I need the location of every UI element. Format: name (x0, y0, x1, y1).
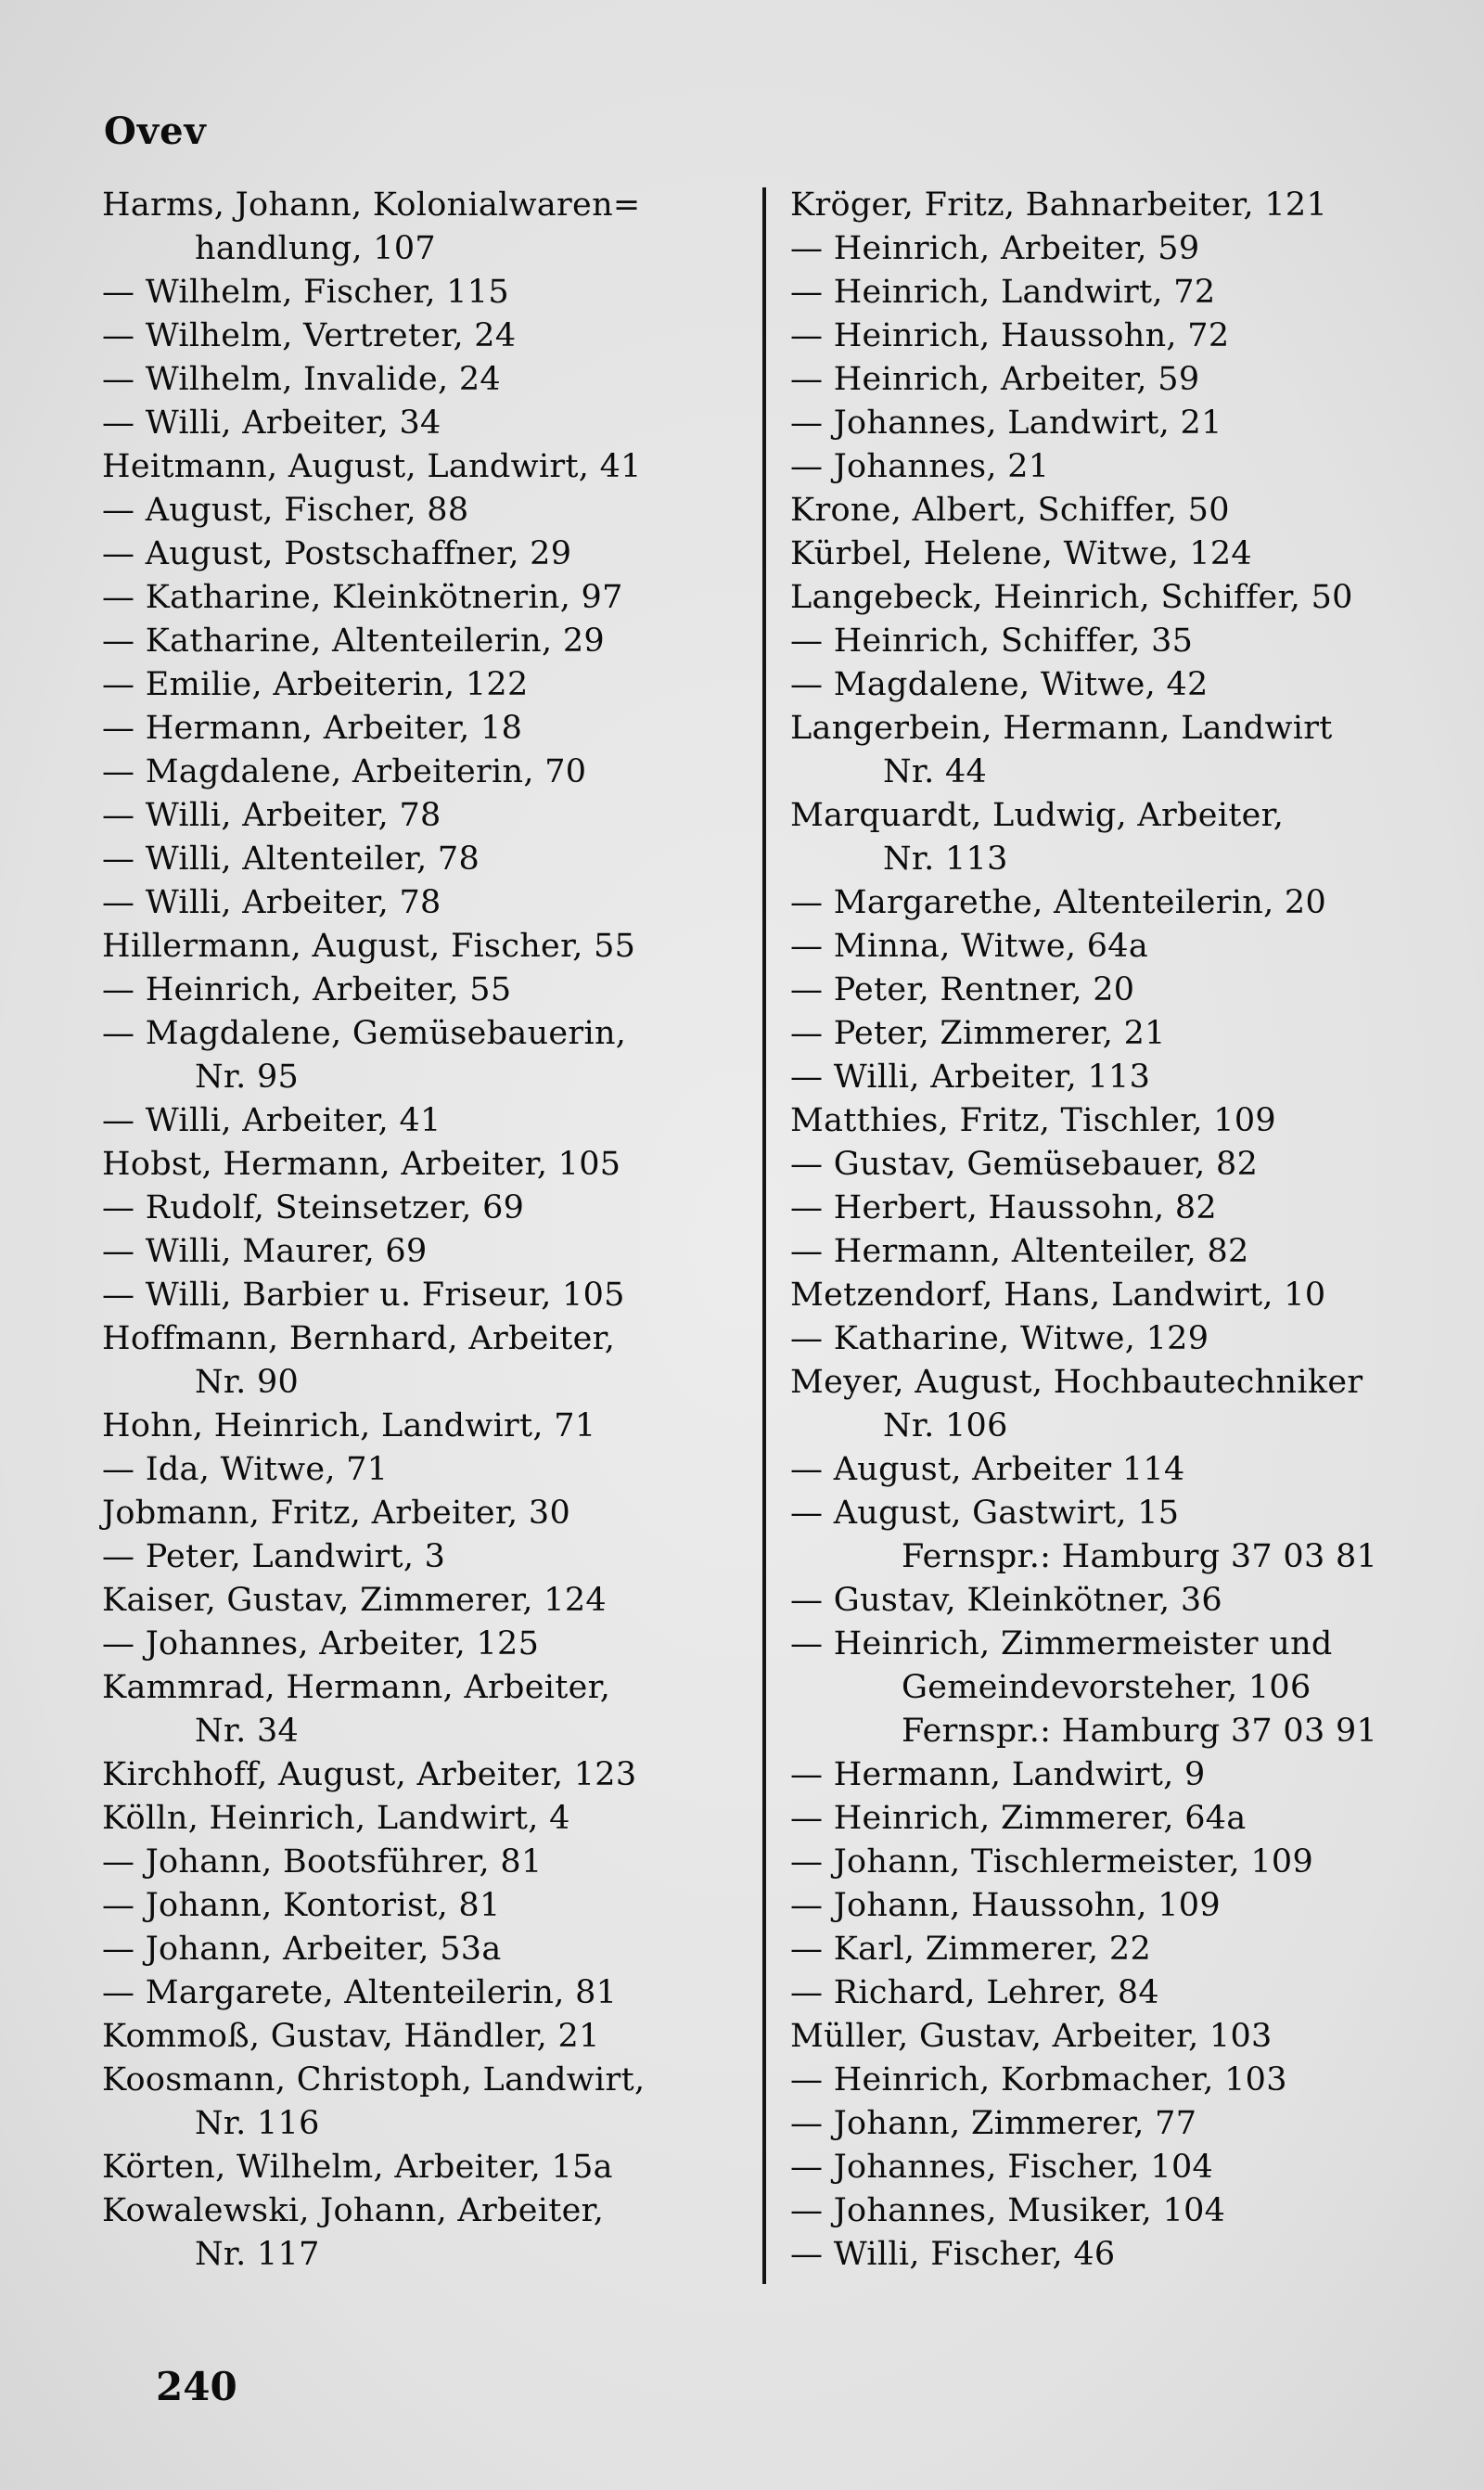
directory-entry: Hohn, Heinrich, Landwirt, 71 (102, 1407, 596, 1444)
directory-entry: — Heinrich, Haussohn, 72 (790, 317, 1230, 354)
directory-entry: — Johann, Arbeiter, 53a (102, 1931, 502, 1968)
directory-entry: Heitmann, August, Landwirt, 41 (102, 448, 642, 485)
directory-entry: — Heinrich, Landwirt, 72 (790, 274, 1216, 311)
directory-entry: — Heinrich, Zimmerer, 64a (790, 1800, 1247, 1837)
directory-entry: Jobmann, Fritz, Arbeiter, 30 (102, 1495, 571, 1532)
directory-entry: — Peter, Zimmerer, 21 (790, 1015, 1166, 1052)
directory-entry: — Willi, Arbeiter, 78 (102, 797, 441, 834)
directory-entry: Nr. 34 (195, 1713, 300, 1750)
directory-entry: Körten, Wilhelm, Arbeiter, 15a (102, 2149, 613, 2186)
directory-entry: — Willi, Arbeiter, 34 (102, 404, 441, 442)
directory-entry: — Johann, Zimmerer, 77 (790, 2105, 1197, 2142)
directory-entry: Nr. 116 (195, 2105, 320, 2142)
directory-entry: Kammrad, Hermann, Arbeiter, (102, 1669, 611, 1706)
directory-entry: — Margarethe, Altenteilerin, 20 (790, 884, 1327, 921)
directory-entry: — Magdalene, Gemüsebauerin, (102, 1015, 627, 1052)
directory-entry: — Margarete, Altenteilerin, 81 (102, 1974, 618, 2011)
left-column (102, 184, 761, 2277)
directory-entry: — Willi, Arbeiter, 113 (790, 1059, 1151, 1096)
directory-entry: — Karl, Zimmerer, 22 (790, 1931, 1152, 1968)
directory-entry: — Willi, Altenteiler, 78 (102, 841, 480, 878)
directory-entry: — Katharine, Kleinkötnerin, 97 (102, 579, 623, 616)
page-header: Ovev (104, 109, 207, 153)
directory-entry: — Herbert, Haussohn, 82 (790, 1189, 1217, 1226)
directory-entry: Hillermann, August, Fischer, 55 (102, 928, 636, 965)
directory-entry: — Katharine, Altenteilerin, 29 (102, 622, 605, 660)
directory-entry: Matthies, Fritz, Tischler, 109 (790, 1102, 1276, 1139)
directory-entry: — Johannes, Arbeiter, 125 (102, 1625, 540, 1662)
directory-entry: Müller, Gustav, Arbeiter, 103 (790, 2018, 1273, 2055)
directory-entry: — Magdalene, Arbeiterin, 70 (102, 753, 587, 790)
directory-entry: — Johann, Haussohn, 109 (790, 1887, 1221, 1924)
directory-entry: Marquardt, Ludwig, Arbeiter, (790, 797, 1285, 834)
directory-entry: Nr. 44 (883, 753, 988, 790)
directory-entry: — August, Fischer, 88 (102, 492, 469, 529)
directory-entry: — Johann, Kontorist, 81 (102, 1887, 501, 1924)
directory-entry: Langerbein, Hermann, Landwirt (790, 710, 1333, 747)
directory-entry: — Hermann, Landwirt, 9 (790, 1756, 1206, 1793)
directory-entry: — Heinrich, Arbeiter, 59 (790, 361, 1200, 398)
directory-entry: Kürbel, Helene, Witwe, 124 (790, 535, 1253, 572)
directory-entry: — Johannes, Fischer, 104 (790, 2149, 1214, 2186)
directory-entry: — Willi, Barbier u. Friseur, 105 (102, 1277, 625, 1314)
directory-entry: — Johannes, Landwirt, 21 (790, 404, 1222, 442)
directory-entry: Nr. 106 (883, 1407, 1008, 1444)
directory-entry: — Ida, Witwe, 71 (102, 1451, 389, 1488)
directory-entry: — Johann, Bootsführer, 81 (102, 1843, 543, 1880)
directory-entry: Krone, Albert, Schiffer, 50 (790, 492, 1230, 529)
right-column (790, 184, 1458, 2277)
directory-entry: Kommoß, Gustav, Händler, 21 (102, 2018, 600, 2055)
directory-entry: — Heinrich, Schiffer, 35 (790, 622, 1194, 660)
directory-entry: — Minna, Witwe, 64a (790, 928, 1149, 965)
directory-entry: — Johann, Tischlermeister, 109 (790, 1843, 1314, 1880)
directory-entry: — Richard, Lehrer, 84 (790, 1974, 1159, 2011)
directory-entry: — Willi, Arbeiter, 41 (102, 1102, 441, 1139)
directory-entry: — Willi, Fischer, 46 (790, 2236, 1116, 2273)
directory-entry: — Wilhelm, Fischer, 115 (102, 274, 509, 311)
directory-entry: Kowalewski, Johann, Arbeiter, (102, 2192, 605, 2229)
directory-entry: — Willi, Maurer, 69 (102, 1233, 428, 1270)
directory-entry: Koosmann, Christoph, Landwirt, (102, 2061, 646, 2099)
directory-entry: Kirchhoff, August, Arbeiter, 123 (102, 1756, 637, 1793)
directory-entry: Fernspr.: Hamburg 37 03 81 (902, 1538, 1378, 1575)
directory-entry: — Heinrich, Korbmacher, 103 (790, 2061, 1287, 2099)
directory-entry: Nr. 95 (195, 1059, 300, 1096)
directory-entry: Nr. 90 (195, 1364, 300, 1401)
directory-entry: — Hermann, Arbeiter, 18 (102, 710, 523, 747)
directory-entry: Hoffmann, Bernhard, Arbeiter, (102, 1320, 616, 1357)
directory-entry: — Peter, Landwirt, 3 (102, 1538, 446, 1575)
directory-entry: — Gustav, Kleinkötner, 36 (790, 1582, 1222, 1619)
directory-entry: Nr. 113 (883, 841, 1008, 878)
directory-entry: Harms, Johann, Kolonialwaren= (102, 186, 641, 224)
directory-entry: — Emilie, Arbeiterin, 122 (102, 666, 529, 703)
directory-entry: — Heinrich, Arbeiter, 55 (102, 971, 512, 1008)
directory-entry: — August, Arbeiter 114 (790, 1451, 1185, 1488)
directory-entry: — Hermann, Altenteiler, 82 (790, 1233, 1249, 1270)
directory-entry: Langebeck, Heinrich, Schiffer, 50 (790, 579, 1353, 616)
directory-entry: handlung, 107 (195, 230, 436, 267)
directory-entry: — Rudolf, Steinsetzer, 69 (102, 1189, 525, 1226)
directory-entry: Gemeindevorsteher, 106 (902, 1669, 1311, 1706)
directory-entry: — August, Gastwirt, 15 (790, 1495, 1180, 1532)
directory-entry: — Willi, Arbeiter, 78 (102, 884, 441, 921)
directory-entry: Kröger, Fritz, Bahnarbeiter, 121 (790, 186, 1328, 224)
directory-entry: Meyer, August, Hochbautechniker (790, 1364, 1363, 1401)
directory-entry: Fernspr.: Hamburg 37 03 91 (902, 1713, 1378, 1750)
directory-entry: — Heinrich, Zimmermeister und (790, 1625, 1333, 1662)
directory-entry: — Wilhelm, Vertreter, 24 (102, 317, 517, 354)
directory-entry: Metzendorf, Hans, Landwirt, 10 (790, 1277, 1326, 1314)
directory-entry: — Johannes, 21 (790, 448, 1050, 485)
directory-entry: Kölln, Heinrich, Landwirt, 4 (102, 1800, 570, 1837)
directory-entry: Hobst, Hermann, Arbeiter, 105 (102, 1146, 621, 1183)
directory-entry: — August, Postschaffner, 29 (102, 535, 572, 572)
directory-entry: — Johannes, Musiker, 104 (790, 2192, 1226, 2229)
directory-entry: — Wilhelm, Invalide, 24 (102, 361, 501, 398)
directory-entry: — Magdalene, Witwe, 42 (790, 666, 1209, 703)
directory-entry: — Gustav, Gemüsebauer, 82 (790, 1146, 1259, 1183)
page-number: 240 (156, 2364, 237, 2409)
directory-entry: Kaiser, Gustav, Zimmerer, 124 (102, 1582, 607, 1619)
directory-entry: — Peter, Rentner, 20 (790, 971, 1135, 1008)
directory-entry: — Katharine, Witwe, 129 (790, 1320, 1209, 1357)
directory-entry: — Heinrich, Arbeiter, 59 (790, 230, 1200, 267)
directory-entry: Nr. 117 (195, 2236, 320, 2273)
column-divider (762, 187, 766, 2284)
